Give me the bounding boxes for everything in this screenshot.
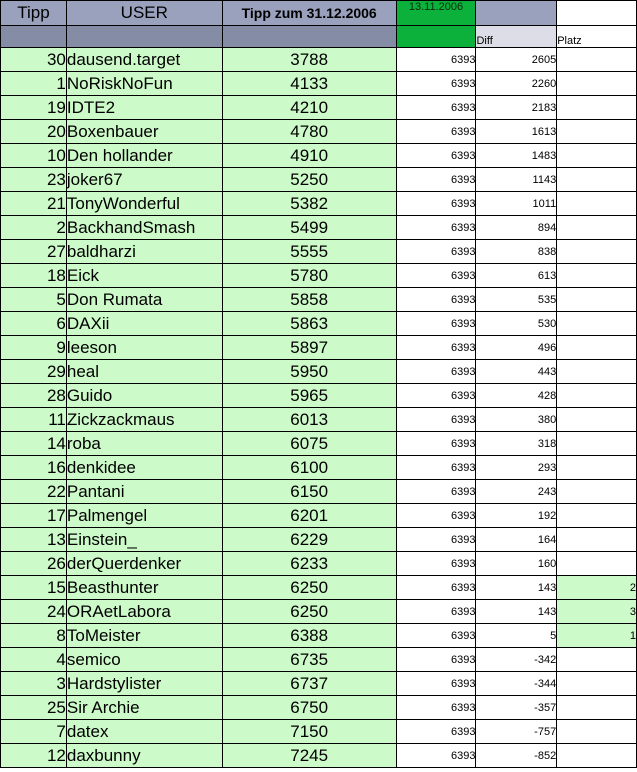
cell-tipp-value[interactable]: 6229: [222, 528, 396, 552]
cell-user-name[interactable]: dausend.target: [66, 48, 222, 72]
cell-tipp-number[interactable]: 21: [1, 192, 67, 216]
cell-tipp-value[interactable]: 5863: [222, 312, 396, 336]
cell-tipp-number[interactable]: 18: [1, 264, 67, 288]
cell-user-name[interactable]: baldharzi: [66, 240, 222, 264]
cell-user-name[interactable]: roba: [66, 432, 222, 456]
cell-platz-value[interactable]: [557, 240, 637, 264]
cell-diff-value[interactable]: -344: [476, 672, 557, 696]
table-row: [1, 432, 637, 456]
cell-platz-value[interactable]: [557, 456, 637, 480]
cell-tipp-value[interactable]: 4780: [222, 120, 396, 144]
table-row: [1, 408, 637, 432]
cell-tipp-value[interactable]: 5858: [222, 288, 396, 312]
cell-tipp-number[interactable]: 14: [1, 432, 67, 456]
cell-tipp-number[interactable]: 22: [1, 480, 67, 504]
cell-current-value[interactable]: 6393: [396, 96, 476, 120]
cell-tipp-value[interactable]: 4910: [222, 144, 396, 168]
cell-current-value[interactable]: 6393: [396, 120, 476, 144]
cell-tipp-number[interactable]: 16: [1, 456, 67, 480]
cell-platz-value[interactable]: [557, 120, 637, 144]
cell-current-value[interactable]: 6393: [396, 648, 476, 672]
cell-user-name[interactable]: daxbunny: [66, 744, 222, 768]
table-row: [1, 336, 637, 360]
cell-platz-value[interactable]: [557, 288, 637, 312]
cell-user-name[interactable]: leeson: [66, 336, 222, 360]
cell-user-name[interactable]: IDTE2: [66, 96, 222, 120]
cell-tipp-value[interactable]: 5555: [222, 240, 396, 264]
cell-platz-value[interactable]: 2: [557, 576, 637, 600]
cell-user-name[interactable]: TonyWonderful: [66, 192, 222, 216]
cell-user-name[interactable]: Sir Archie: [66, 696, 222, 720]
header-current-date[interactable]: 13.11.2006: [396, 1, 476, 26]
cell-tipp-value[interactable]: 5250: [222, 168, 396, 192]
cell-tipp-number[interactable]: 27: [1, 240, 67, 264]
cell-tipp-number[interactable]: 9: [1, 336, 67, 360]
cell-user-name[interactable]: Guido: [66, 384, 222, 408]
cell-user-name[interactable]: Zickzackmaus: [66, 408, 222, 432]
cell-diff-value[interactable]: 838: [476, 240, 557, 264]
table-row: [1, 624, 637, 648]
cell-user-name[interactable]: joker67: [66, 168, 222, 192]
table-row: [1, 264, 637, 288]
cell-platz-value[interactable]: [557, 144, 637, 168]
cell-diff-value[interactable]: 164: [476, 528, 557, 552]
cell-platz-value[interactable]: [557, 552, 637, 576]
cell-user-name[interactable]: DAXii: [66, 312, 222, 336]
header-diff[interactable]: Diff: [476, 26, 557, 48]
cell-tipp-value[interactable]: 4133: [222, 72, 396, 96]
table-row: [1, 384, 637, 408]
cell-diff-value[interactable]: 2605: [476, 48, 557, 72]
cell-current-value[interactable]: 6393: [396, 744, 476, 768]
cell-current-value[interactable]: 6393: [396, 576, 476, 600]
cell-current-value[interactable]: 6393: [396, 696, 476, 720]
cell-diff-value[interactable]: 243: [476, 480, 557, 504]
header-row: [1, 1, 637, 26]
cell-current-value[interactable]: 6393: [396, 264, 476, 288]
table-row: [1, 576, 637, 600]
cell-diff-value[interactable]: 1143: [476, 168, 557, 192]
cell-tipp-value[interactable]: 5780: [222, 264, 396, 288]
cell-user-name[interactable]: BackhandSmash: [66, 216, 222, 240]
cell-platz-value[interactable]: [557, 168, 637, 192]
cell-platz-value[interactable]: [557, 744, 637, 768]
table-row: [1, 216, 637, 240]
cell-platz-value[interactable]: [557, 72, 637, 96]
cell-user-name[interactable]: Don Rumata: [66, 288, 222, 312]
cell-current-value[interactable]: 6393: [396, 384, 476, 408]
cell-platz-value[interactable]: [557, 528, 637, 552]
cell-diff-value[interactable]: 496: [476, 336, 557, 360]
cell-diff-value[interactable]: 318: [476, 432, 557, 456]
cell-platz-value[interactable]: [557, 672, 637, 696]
table-row: [1, 96, 637, 120]
cell-user-name[interactable]: Hardstylister: [66, 672, 222, 696]
cell-tipp-number[interactable]: 7: [1, 720, 67, 744]
table-row: [1, 600, 637, 624]
table-row: [1, 120, 637, 144]
cell-tipp-number[interactable]: 2: [1, 216, 67, 240]
table-row: [1, 72, 637, 96]
cell-current-value[interactable]: 6393: [396, 168, 476, 192]
cell-platz-value[interactable]: [557, 696, 637, 720]
table-row: [1, 744, 637, 768]
cell-tipp-number[interactable]: 8: [1, 624, 67, 648]
cell-tipp-value[interactable]: 6150: [222, 480, 396, 504]
cell-current-value[interactable]: 6393: [396, 600, 476, 624]
cell-platz-value[interactable]: [557, 336, 637, 360]
cell-tipp-value[interactable]: 6075: [222, 432, 396, 456]
cell-platz-value[interactable]: [557, 192, 637, 216]
cell-user-name[interactable]: heal: [66, 360, 222, 384]
cell-diff-value[interactable]: 192: [476, 504, 557, 528]
header-subrow: [1, 26, 637, 48]
cell-tipp-number[interactable]: 3: [1, 672, 67, 696]
cell-platz-value[interactable]: [557, 264, 637, 288]
cell-current-value[interactable]: 6393: [396, 240, 476, 264]
cell-diff-value[interactable]: 2183: [476, 96, 557, 120]
cell-platz-value[interactable]: [557, 504, 637, 528]
header-diff-top[interactable]: [476, 1, 557, 26]
cell-diff-value[interactable]: 143: [476, 600, 557, 624]
cell-tipp-number[interactable]: 26: [1, 552, 67, 576]
cell-current-value[interactable]: 6393: [396, 408, 476, 432]
cell-current-value[interactable]: 6393: [396, 192, 476, 216]
cell-user-name[interactable]: ToMeister: [66, 624, 222, 648]
cell-tipp-number[interactable]: 6: [1, 312, 67, 336]
cell-current-value[interactable]: 6393: [396, 672, 476, 696]
cell-tipp-value[interactable]: 5950: [222, 360, 396, 384]
header-tipp-date[interactable]: Tipp zum 31.12.2006: [222, 1, 396, 26]
cell-diff-value[interactable]: 293: [476, 456, 557, 480]
cell-user-name[interactable]: NoRiskNoFun: [66, 72, 222, 96]
table-row: [1, 360, 637, 384]
cell-tipp-value[interactable]: 6233: [222, 552, 396, 576]
cell-diff-value[interactable]: 443: [476, 360, 557, 384]
cell-current-value[interactable]: 6393: [396, 216, 476, 240]
cell-tipp-value[interactable]: 6201: [222, 504, 396, 528]
cell-platz-value[interactable]: [557, 480, 637, 504]
cell-diff-value[interactable]: -342: [476, 648, 557, 672]
table-row: [1, 144, 637, 168]
cell-platz-value[interactable]: [557, 408, 637, 432]
cell-tipp-number[interactable]: 20: [1, 120, 67, 144]
table-row: [1, 312, 637, 336]
cell-tipp-number[interactable]: 5: [1, 288, 67, 312]
cell-platz-value[interactable]: [557, 648, 637, 672]
header-platz-top[interactable]: [557, 1, 637, 26]
header-tipp[interactable]: Tipp: [1, 1, 67, 26]
cell-platz-value[interactable]: 3: [557, 600, 637, 624]
cell-tipp-number[interactable]: 10: [1, 144, 67, 168]
cell-tipp-value[interactable]: 4210: [222, 96, 396, 120]
cell-current-value[interactable]: 6393: [396, 72, 476, 96]
cell-diff-value[interactable]: 160: [476, 552, 557, 576]
cell-diff-value[interactable]: -357: [476, 696, 557, 720]
table-row: [1, 696, 637, 720]
cell-user-name[interactable]: datex: [66, 720, 222, 744]
table-row: [1, 552, 637, 576]
cell-tipp-value[interactable]: 5382: [222, 192, 396, 216]
subheader-tipp-date[interactable]: [222, 26, 396, 48]
table-row: [1, 528, 637, 552]
cell-current-value[interactable]: 6393: [396, 720, 476, 744]
cell-diff-value[interactable]: -757: [476, 720, 557, 744]
cell-diff-value[interactable]: 5: [476, 624, 557, 648]
cell-tipp-number[interactable]: 12: [1, 744, 67, 768]
cell-platz-value[interactable]: [557, 360, 637, 384]
cell-tipp-number[interactable]: 17: [1, 504, 67, 528]
cell-platz-value[interactable]: [557, 720, 637, 744]
cell-tipp-value[interactable]: 6250: [222, 600, 396, 624]
cell-user-name[interactable]: Beasthunter: [66, 576, 222, 600]
cell-user-name[interactable]: ORAetLabora: [66, 600, 222, 624]
cell-tipp-number[interactable]: 23: [1, 168, 67, 192]
subheader-current-date[interactable]: [396, 26, 476, 48]
table-row: [1, 456, 637, 480]
cell-user-name[interactable]: Palmengel: [66, 504, 222, 528]
table-row: [1, 648, 637, 672]
cell-tipp-number[interactable]: 4: [1, 648, 67, 672]
subheader-tipp[interactable]: [1, 26, 67, 48]
cell-tipp-value[interactable]: 3788: [222, 48, 396, 72]
cell-current-value[interactable]: 6393: [396, 624, 476, 648]
cell-tipp-number[interactable]: 11: [1, 408, 67, 432]
cell-tipp-number[interactable]: 1: [1, 72, 67, 96]
cell-tipp-value[interactable]: 6250: [222, 576, 396, 600]
table-row: [1, 504, 637, 528]
cell-user-name[interactable]: derQuerdenker: [66, 552, 222, 576]
cell-current-value[interactable]: 6393: [396, 312, 476, 336]
table-row: [1, 240, 637, 264]
cell-tipp-number[interactable]: 30: [1, 48, 67, 72]
cell-diff-value[interactable]: 535: [476, 288, 557, 312]
cell-tipp-number[interactable]: 28: [1, 384, 67, 408]
cell-tipp-number[interactable]: 19: [1, 96, 67, 120]
cell-current-value[interactable]: 6393: [396, 528, 476, 552]
cell-tipp-number[interactable]: 29: [1, 360, 67, 384]
cell-current-value[interactable]: 6393: [396, 336, 476, 360]
subheader-user[interactable]: [66, 26, 222, 48]
cell-current-value[interactable]: 6393: [396, 456, 476, 480]
cell-user-name[interactable]: Einstein_: [66, 528, 222, 552]
cell-tipp-value[interactable]: 6388: [222, 624, 396, 648]
cell-diff-value[interactable]: 380: [476, 408, 557, 432]
cell-platz-value[interactable]: [557, 48, 637, 72]
cell-current-value[interactable]: 6393: [396, 288, 476, 312]
cell-tipp-number[interactable]: 15: [1, 576, 67, 600]
table-row: [1, 720, 637, 744]
cell-tipp-value[interactable]: 6735: [222, 648, 396, 672]
table-row: [1, 480, 637, 504]
cell-platz-value[interactable]: [557, 384, 637, 408]
cell-tipp-value[interactable]: 6737: [222, 672, 396, 696]
cell-tipp-number[interactable]: 24: [1, 600, 67, 624]
cell-current-value[interactable]: 6393: [396, 504, 476, 528]
cell-user-name[interactable]: denkidee: [66, 456, 222, 480]
table-row: [1, 168, 637, 192]
cell-diff-value[interactable]: 143: [476, 576, 557, 600]
cell-tipp-number[interactable]: 25: [1, 696, 67, 720]
cell-diff-value[interactable]: 1613: [476, 120, 557, 144]
cell-diff-value[interactable]: 530: [476, 312, 557, 336]
cell-tipp-value[interactable]: 5499: [222, 216, 396, 240]
cell-user-name[interactable]: Pantani: [66, 480, 222, 504]
cell-platz-value[interactable]: 1: [557, 624, 637, 648]
cell-current-value[interactable]: 6393: [396, 48, 476, 72]
cell-current-value[interactable]: 6393: [396, 552, 476, 576]
cell-current-value[interactable]: 6393: [396, 480, 476, 504]
cell-user-name[interactable]: semico: [66, 648, 222, 672]
cell-tipp-value[interactable]: 7150: [222, 720, 396, 744]
cell-diff-value[interactable]: 894: [476, 216, 557, 240]
header-user[interactable]: USER: [66, 1, 222, 26]
cell-tipp-value[interactable]: 6100: [222, 456, 396, 480]
cell-diff-value[interactable]: 1011: [476, 192, 557, 216]
cell-user-name[interactable]: Boxenbauer: [66, 120, 222, 144]
cell-current-value[interactable]: 6393: [396, 360, 476, 384]
cell-current-value[interactable]: 6393: [396, 432, 476, 456]
cell-platz-value[interactable]: [557, 432, 637, 456]
cell-platz-value[interactable]: [557, 96, 637, 120]
cell-user-name[interactable]: Den hollander: [66, 144, 222, 168]
cell-tipp-value[interactable]: 6013: [222, 408, 396, 432]
cell-tipp-value[interactable]: 5965: [222, 384, 396, 408]
cell-tipp-value[interactable]: 6750: [222, 696, 396, 720]
cell-platz-value[interactable]: [557, 312, 637, 336]
cell-diff-value[interactable]: 2260: [476, 72, 557, 96]
cell-tipp-value[interactable]: 7245: [222, 744, 396, 768]
table-row: [1, 48, 637, 72]
cell-user-name[interactable]: Eick: [66, 264, 222, 288]
cell-diff-value[interactable]: 613: [476, 264, 557, 288]
table-row: [1, 192, 637, 216]
cell-current-value[interactable]: 6393: [396, 144, 476, 168]
cell-diff-value[interactable]: 428: [476, 384, 557, 408]
cell-diff-value[interactable]: 1483: [476, 144, 557, 168]
header-platz[interactable]: Platz: [557, 26, 637, 48]
cell-diff-value[interactable]: -852: [476, 744, 557, 768]
table-row: [1, 288, 637, 312]
cell-platz-value[interactable]: [557, 216, 637, 240]
table-row: [1, 672, 637, 696]
cell-tipp-value[interactable]: 5897: [222, 336, 396, 360]
cell-tipp-number[interactable]: 13: [1, 528, 67, 552]
